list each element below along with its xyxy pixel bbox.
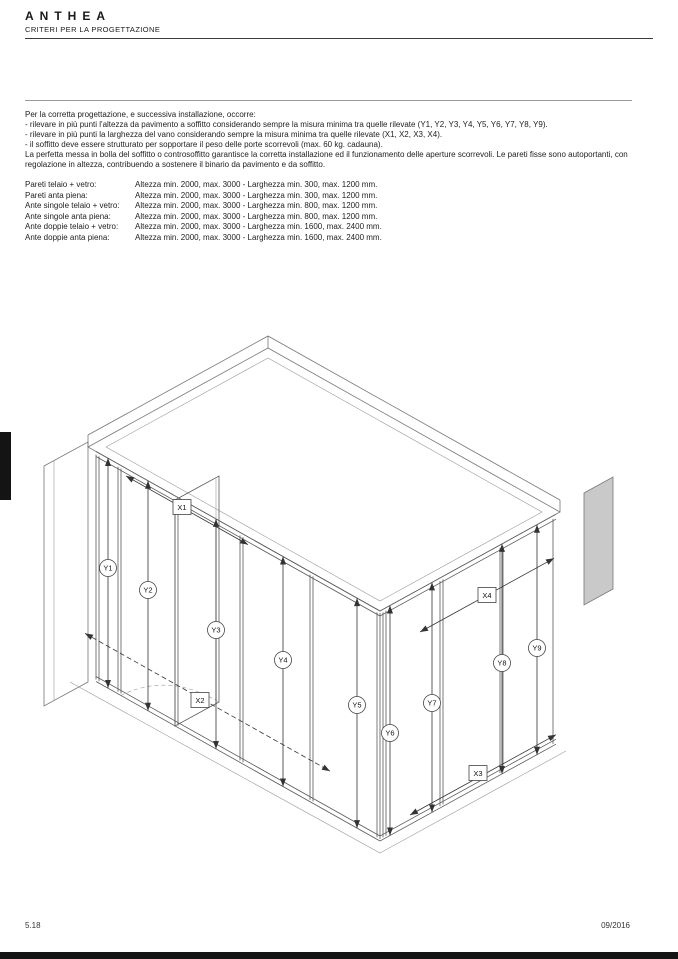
spec-value: Altezza min. 2000, max. 3000 - Larghezza min. 1600, max. 2400 mm.: [135, 222, 382, 231]
spec-label: Pareti telaio + vetro:: [25, 180, 97, 189]
svg-text:Y4: Y4: [278, 655, 288, 665]
dim-y5: [349, 598, 366, 828]
door-leaf: [121, 476, 219, 726]
spec-label: Ante singole telaio + vetro:: [25, 201, 120, 210]
brand-title: ANTHEA: [25, 9, 111, 23]
partition-right-run: [380, 514, 556, 841]
svg-text:X1: X1: [177, 503, 187, 512]
dim-x2: [85, 633, 330, 771]
dim-y7: [424, 582, 441, 812]
svg-text:Y7: Y7: [427, 698, 437, 708]
section-divider: [25, 100, 632, 101]
edition-date: 09/2016: [601, 921, 630, 930]
page-number: 5.18: [25, 921, 41, 930]
spec-value: Altezza min. 2000, max. 3000 - Larghezza min. 800, max. 1200 mm.: [135, 211, 378, 221]
dim-y1: [100, 458, 117, 688]
page-bottom-edge: [0, 952, 678, 959]
intro-bullet-2: - rilevare in più punti la larghezza del vano considerando sempre la misura minima tra quelle rilevate (X1, X2, X3, X4).: [25, 130, 443, 139]
svg-text:Y9: Y9: [532, 643, 542, 653]
intro-text: [25, 110, 655, 170]
spec-label: Ante doppie anta piena:: [25, 232, 110, 242]
spec-value: Altezza min. 2000, max. 3000 - Larghezza min. 1600, max. 2400 mm.: [135, 232, 382, 242]
dim-y4: [275, 557, 292, 787]
svg-text:Y2: Y2: [143, 585, 153, 595]
svg-text:Y8: Y8: [497, 658, 507, 668]
intro-bullet-1: - rilevare in più punti l'altezza da pavimento a soffitto considerando sempre la misura minima tra quelle rilevate (Y1, Y2, Y3, Y4, Y5, Y6, Y7, Y8, Y9).: [25, 120, 548, 129]
svg-text:X3: X3: [473, 769, 483, 778]
floor-outline: [70, 682, 566, 853]
page-subtitle: CRITERI PER LA PROGETTAZIONE: [25, 25, 161, 34]
intro-lead: Per la corretta progettazione, e successiva installazione, occorre:: [25, 110, 256, 119]
ceiling-outline: [88, 336, 560, 611]
spec-value: Altezza min. 2000, max. 3000 - Larghezza min. 800, max. 1200 mm.: [135, 201, 378, 210]
dim-y6: [382, 606, 399, 836]
dim-y2: [140, 481, 157, 711]
svg-text:Y6: Y6: [385, 728, 395, 738]
section-tab-marker: [0, 432, 11, 500]
svg-text:Y5: Y5: [352, 700, 362, 710]
dim-y9: [529, 525, 546, 755]
svg-text:X4: X4: [482, 591, 492, 600]
existing-wall-right: [584, 477, 613, 605]
svg-text:X2: X2: [195, 696, 205, 705]
spec-table: [25, 180, 655, 243]
header-divider: [25, 38, 653, 39]
spec-label: Ante doppie telaio + vetro:: [25, 222, 119, 231]
dim-x1: [126, 476, 248, 545]
dim-y8: [494, 544, 511, 774]
spec-label: Pareti anta piena:: [25, 190, 88, 200]
svg-text:Y1: Y1: [103, 563, 113, 573]
dim-y3: [208, 519, 225, 749]
intro-note: La perfetta messa in bolla del soffitto o controsoffitto garantisce la corretta installazione ed il funzionamento delle aperture scorrevoli. Le pareti fisse sono autoportanti, con regolazione in altezza, contribuendo a sostenere il binario da pavimento e da soffitto.: [25, 150, 628, 169]
existing-wall-left: [44, 442, 88, 706]
isometric-drawing: [0, 330, 678, 870]
svg-text:Y3: Y3: [211, 625, 221, 635]
partition-left-run: [96, 452, 380, 842]
intro-bullet-3: - il soffitto deve essere strutturato per sopportare il peso delle porte scorrevoli (max. 60 kg. cadauna).: [25, 140, 383, 149]
spec-label: Ante singole anta piena:: [25, 211, 111, 221]
spec-value: Altezza min. 2000, max. 3000 - Larghezza min. 300, max. 1200 mm.: [135, 190, 378, 200]
spec-value: Altezza min. 2000, max. 3000 - Larghezza min. 300, max. 1200 mm.: [135, 180, 378, 189]
